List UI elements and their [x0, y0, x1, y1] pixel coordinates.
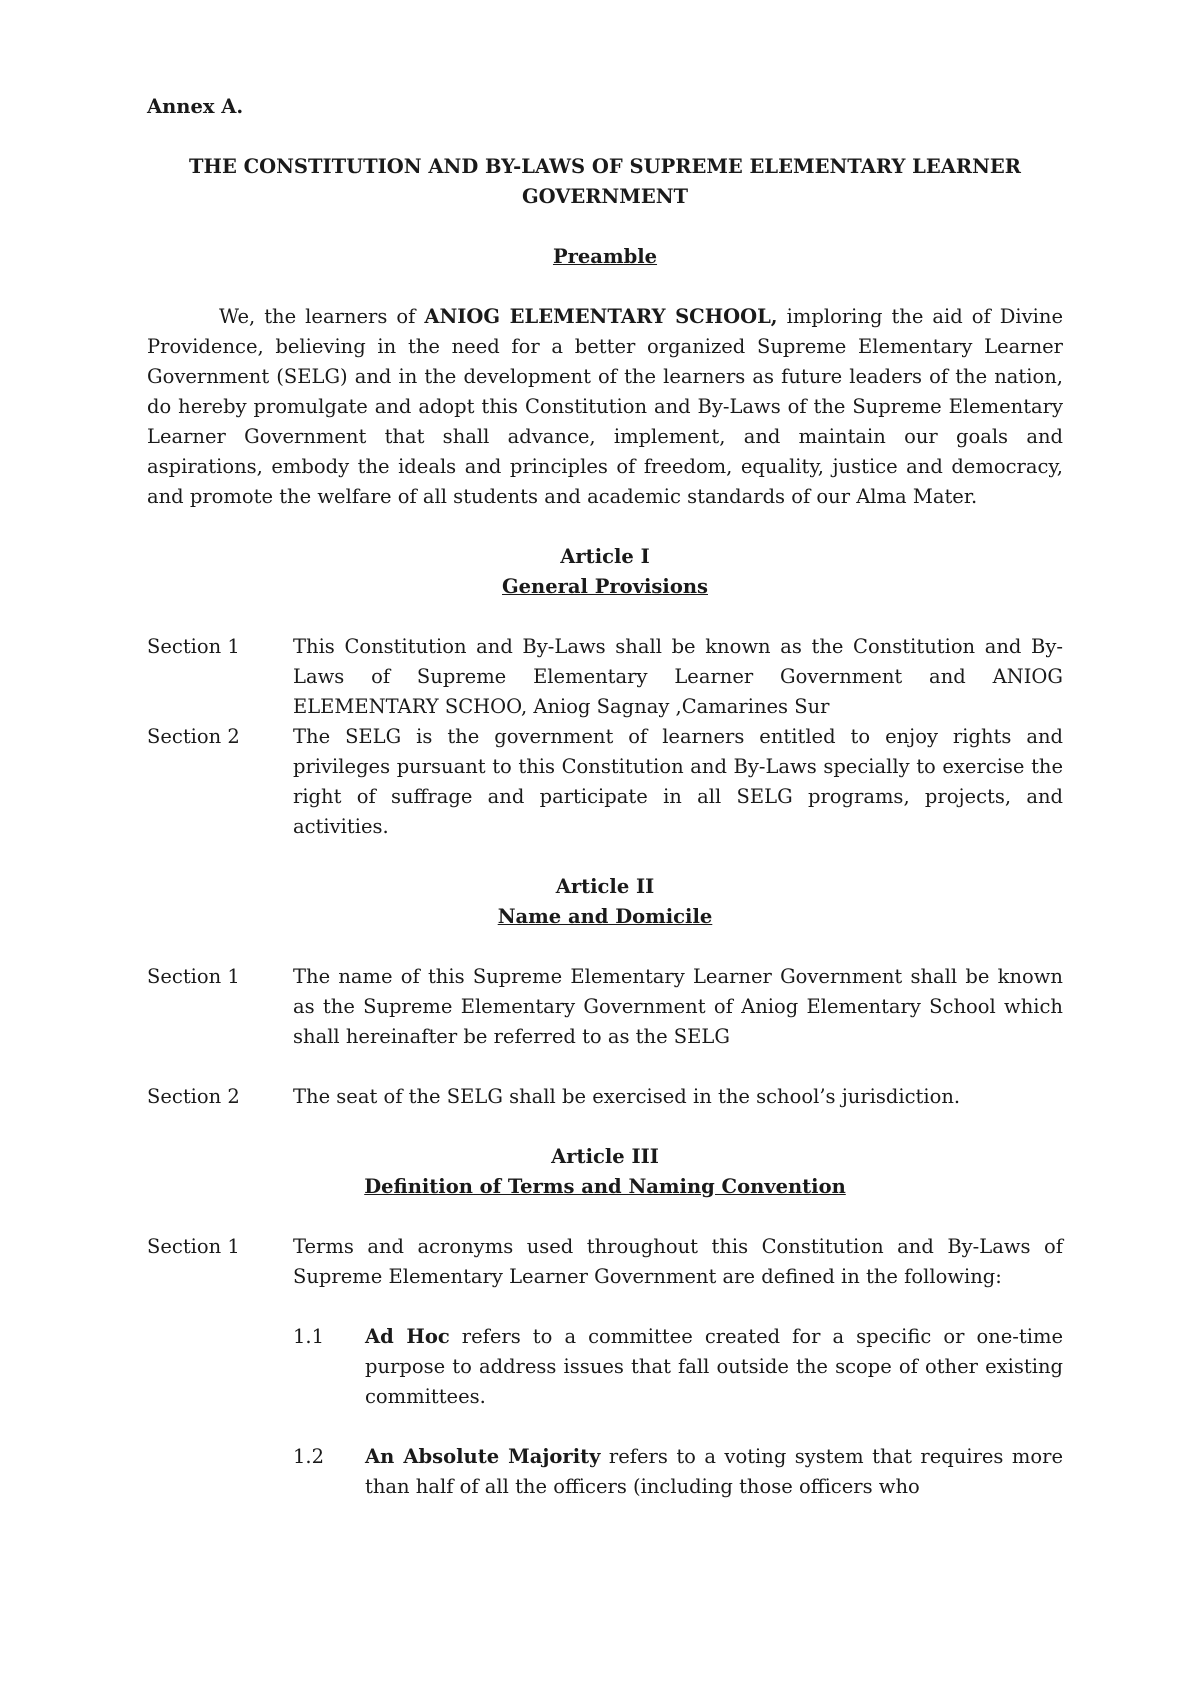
preamble-text-after: imploring the aid of Divine Providence, believing in the need for a better organized Supreme Elementary Learner Government (SELG) and in the development of the learners as future leaders of the nation, do hereby promulgate and adopt this Constitution and By-Laws of the Supreme Elementary Learner Government that shall advance, implement, and maintain our goals and aspirations, embody the ideals and principles of freedom, equality, justice and democracy, and promote the welfare of all students and academic standards of our Alma Mater.: [147, 305, 1063, 508]
term-number: 1.1: [293, 1325, 325, 1348]
section-text: The name of this Supreme Elementary Learner Government shall be known as the Supreme Elementary Government of Aniog Elementary School which shall hereinafter be referred to as the SELG: [293, 965, 1063, 1048]
annex-label: Annex A.: [147, 95, 244, 118]
article-1-number: Article I: [560, 545, 650, 568]
document-title: THE CONSTITUTION AND BY-LAWS OF SUPREME ELEMENTARY LEARNER GOVERNMENT: [189, 155, 1021, 208]
section-text: This Constitution and By-Laws shall be known as the Constitution and By-Laws of Supreme Elementary Learner Government and ANIOG ELEMENTARY SCHOO, Aniog Sagnay ,Camarines Sur: [293, 635, 1063, 718]
term-name: Ad Hoc: [365, 1325, 450, 1348]
section-text: The SELG is the government of learners entitled to enjoy rights and privileges pursuant to this Constitution and By-Laws specially to exercise the right of suffrage and participate in all SELG programs, projects, and activities.: [293, 725, 1063, 838]
document-page: [147, 92, 1063, 1502]
term-definition: refers to a committee created for a specific or one-time purpose to address issues that fall outside the scope of other existing committees.: [365, 1325, 1064, 1408]
article-2-section-1: [147, 962, 1063, 1052]
article-3-section-1: [147, 1232, 1063, 1292]
preamble-text-before: We, the learners of: [219, 305, 425, 328]
section-label: Section 1: [147, 635, 240, 658]
article-1-name: General Provisions: [502, 575, 708, 598]
section-label: Section 2: [147, 1085, 240, 1108]
article-3-name: Definition of Terms and Naming Convention: [364, 1175, 846, 1198]
term-text: [365, 1322, 1063, 1412]
term-number: 1.2: [293, 1445, 325, 1468]
section-text: The seat of the SELG shall be exercised in the school’s jurisdiction.: [293, 1085, 961, 1108]
article-3-number: Article III: [551, 1145, 659, 1168]
section-label: Section 1: [147, 965, 240, 988]
term-text: [365, 1442, 1063, 1502]
article-2-section-2: [147, 1082, 1063, 1112]
term-definition: refers to a voting system that requires more than half of all the officers (including those officers who: [365, 1445, 1063, 1498]
term-item: [293, 1442, 1063, 1502]
term-item: [293, 1322, 1063, 1412]
preamble-text: [147, 302, 1063, 512]
term-name: An Absolute Majority: [365, 1445, 601, 1468]
article-1-section-1: [147, 632, 1063, 722]
article-2-name: Name and Domicile: [497, 905, 713, 928]
preamble-heading: Preamble: [552, 245, 658, 268]
article-1-section-2: [147, 722, 1063, 842]
section-label: Section 1: [147, 1235, 240, 1258]
school-name: ANIOG ELEMENTARY SCHOOL,: [424, 305, 778, 328]
section-label: Section 2: [147, 725, 240, 748]
section-text: Terms and acronyms used throughout this Constitution and By-Laws of Supreme Elementary Learner Government are defined in the following:: [293, 1235, 1063, 1288]
article-2-number: Article II: [555, 875, 655, 898]
